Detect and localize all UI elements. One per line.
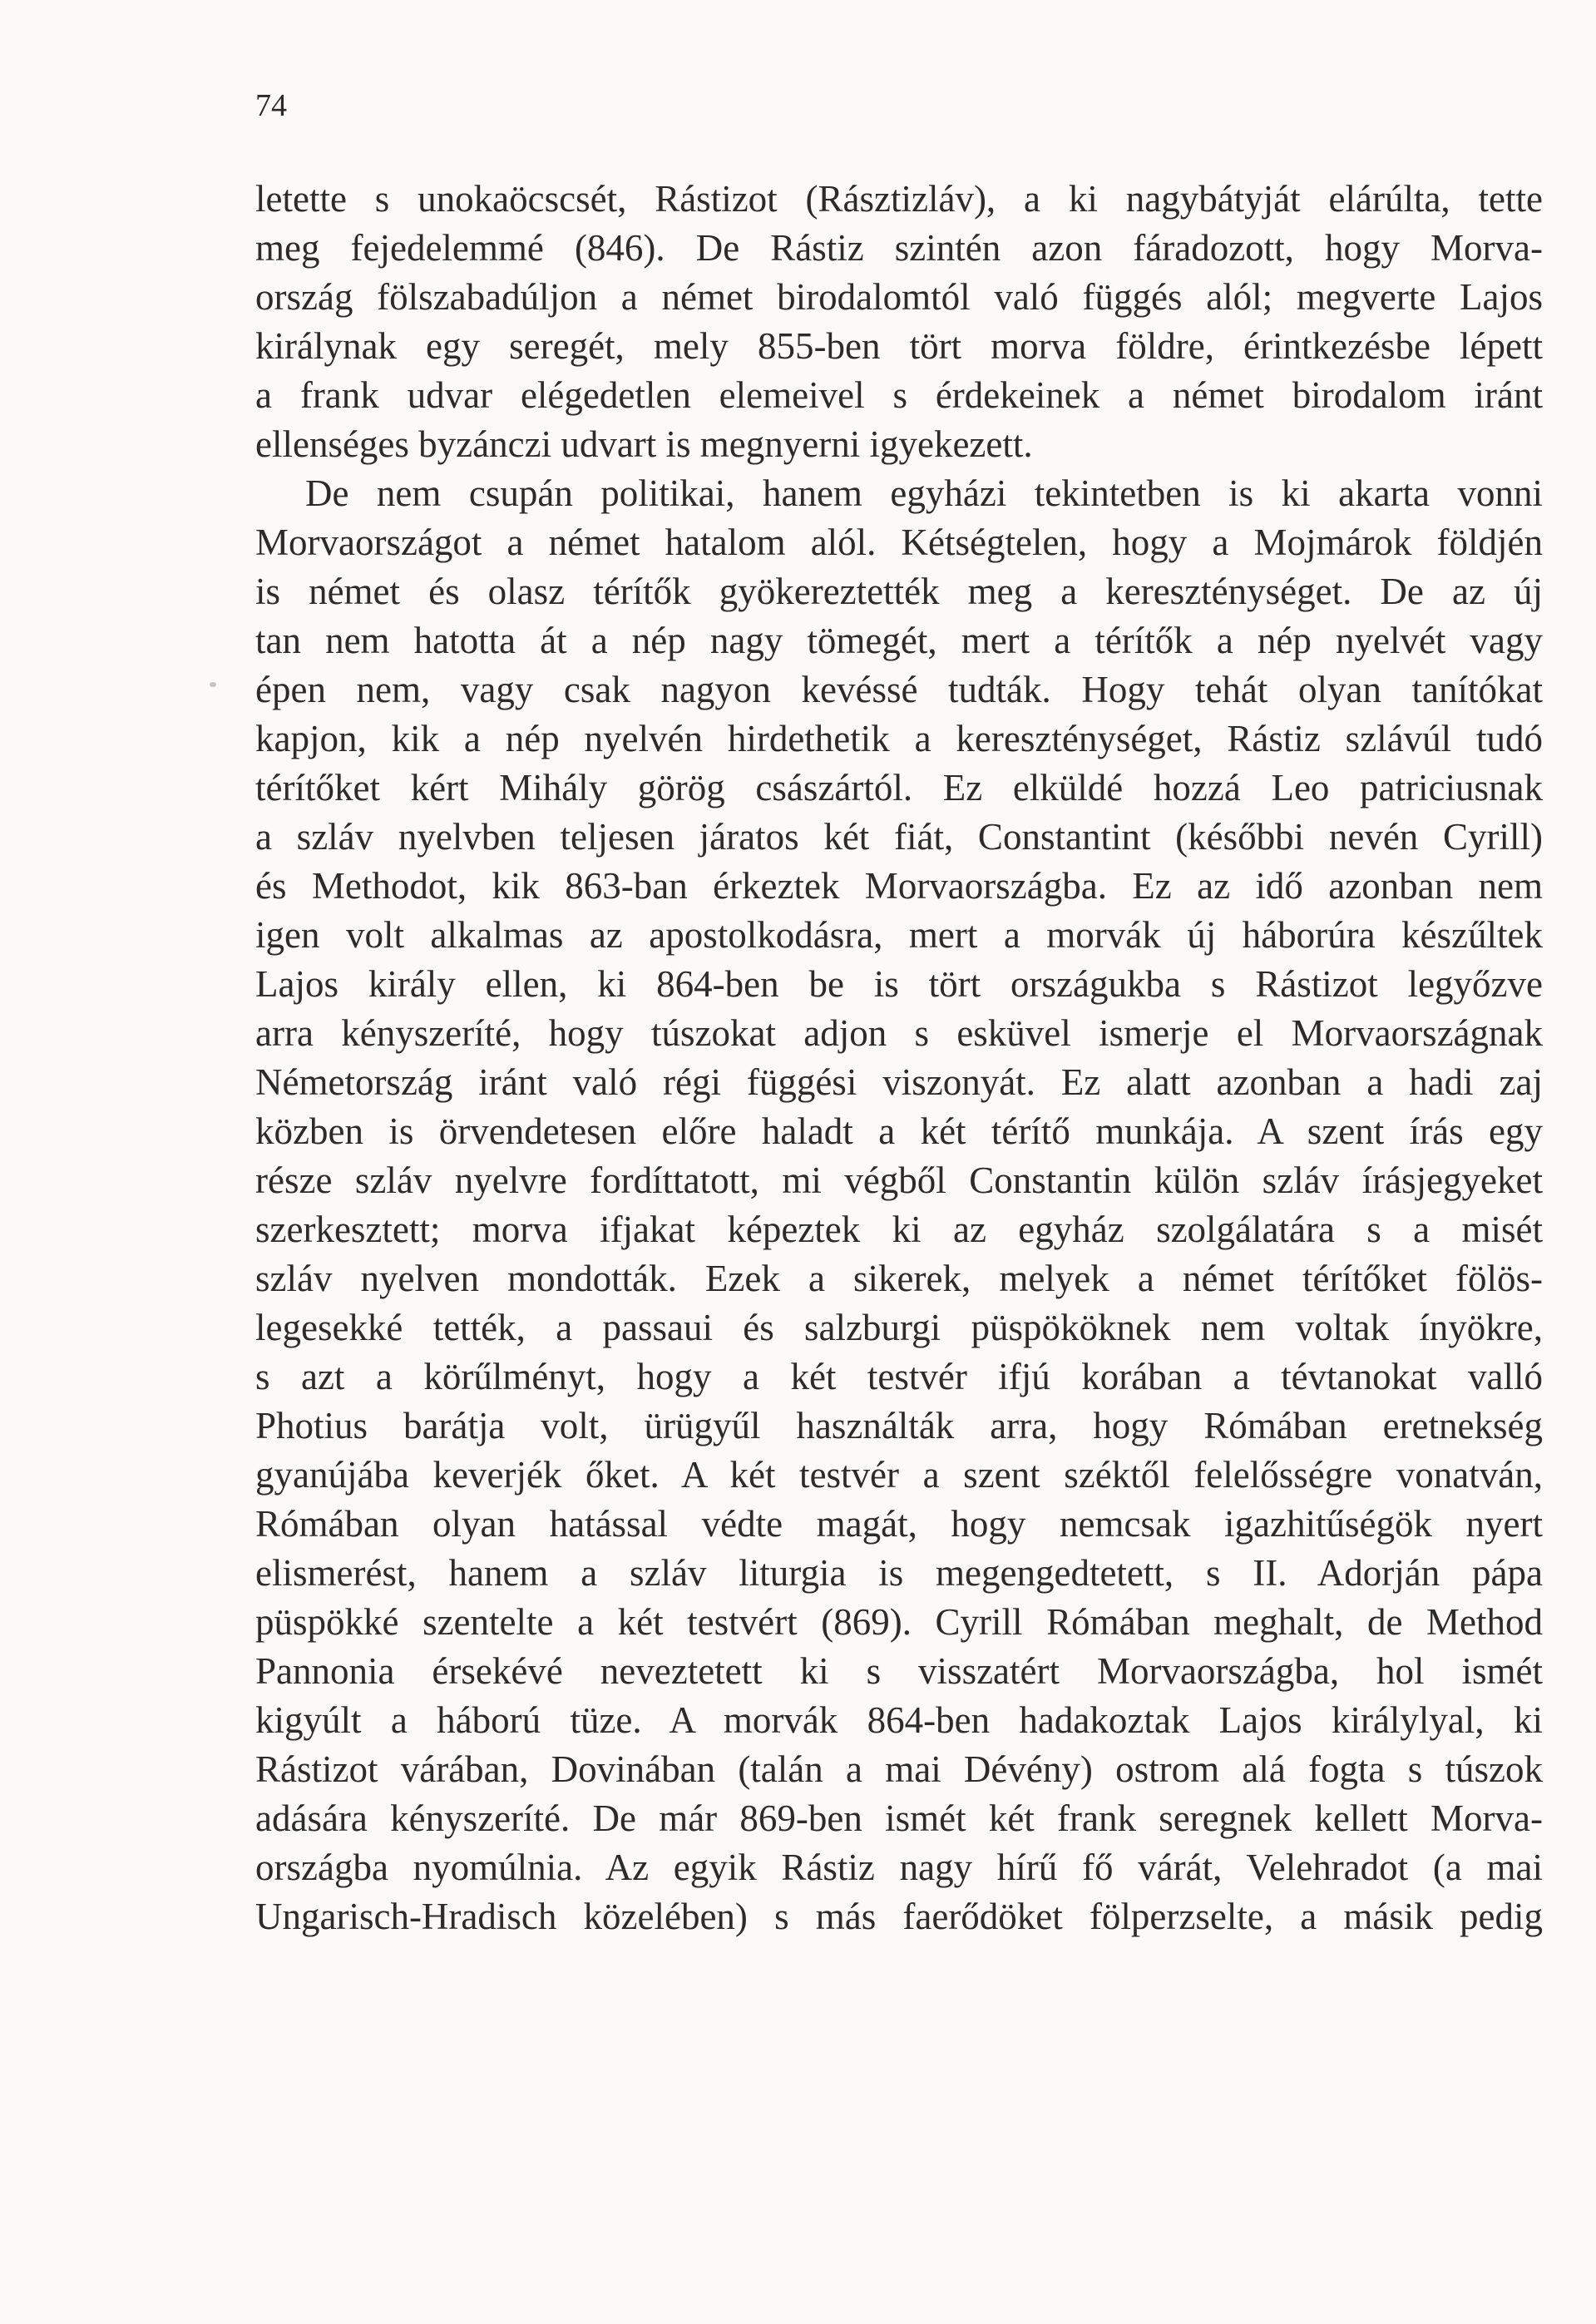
text-line: Lajos király ellen, ki 864-ben be is tört országukba s Rástizot legyőzve	[255, 963, 1543, 1005]
text-line: letette s unokaöcscsét, Rástizot (Rásztizláv), a ki nagybátyját elárúlta, tette	[255, 178, 1543, 220]
page-number: 74	[255, 88, 287, 123]
text-line: De nem csupán politikai, hanem egyházi tekintetben is ki akarta vonni	[305, 472, 1543, 514]
text-line: térítőket kért Mihály görög császártól. Ez elküldé hozzá Leo patriciusnak	[255, 767, 1543, 808]
text-line: országba nyomúlnia. Az egyik Rástiz nagy hírű fő várát, Velehradot (a mai	[255, 1847, 1543, 1888]
text-line: kapjon, kik a nép nyelvén hirdethetik a kereszténységet, Rástiz szlávúl tudó	[255, 718, 1543, 759]
text-line: arra kényszeríté, hogy túszokat adjon s esküvel ismerje el Morvaországnak	[255, 1012, 1543, 1054]
text-line: elismerést, hanem a szláv liturgia is megengedtetett, s II. Adorján pápa	[255, 1552, 1543, 1594]
text-line: része szláv nyelvre fordíttatott, mi végből Constantin külön szláv írásjegyeket	[255, 1160, 1543, 1201]
text-line: szerkesztett; morva ifjakat képeztek ki az egyház szolgálatára s a misét	[255, 1209, 1543, 1250]
text-line: igen volt alkalmas az apostolkodásra, mert a morvák új háborúra készűltek	[255, 914, 1543, 956]
text-line: Pannonia érsekévé neveztetett ki s visszatért Morvaországba, hol ismét	[255, 1650, 1543, 1692]
text-line: kigyúlt a háború tüze. A morvák 864-ben hadakoztak Lajos királylyal, ki	[255, 1699, 1543, 1741]
body-text	[255, 175, 1543, 1941]
text-line: Photius barátja volt, ürügyűl használták arra, hogy Rómában eretnekség	[255, 1405, 1543, 1446]
text-line: a szláv nyelvben teljesen járatos két fiát, Constantint (későbbi nevén Cyrill)	[255, 816, 1543, 858]
paragraph	[255, 469, 1543, 1941]
text-line: Ungarisch-Hradisch közelében) s más faerődöket fölperzselte, a másik pedig	[255, 1896, 1543, 1937]
text-line: szláv nyelven mondották. Ezek a sikerek, melyek a német térítőket fölös-	[255, 1258, 1543, 1299]
text-line: királynak egy seregét, mely 855-ben tört morva földre, érintkezésbe lépett	[255, 325, 1543, 367]
text-line: Morvaországot a német hatalom alól. Kétségtelen, hogy a Mojmárok földjén	[255, 522, 1543, 563]
paragraph	[255, 175, 1543, 469]
text-line: épen nem, vagy csak nagyon kevéssé tudták. Hogy tehát olyan tanítókat	[255, 669, 1543, 710]
text-line: Németország iránt való régi függési viszonyát. Ez alatt azonban a hadi zaj	[255, 1061, 1543, 1103]
text-line: a frank udvar elégedetlen elemeivel s érdekeinek a német birodalom iránt	[255, 374, 1543, 416]
text-line: legesekké tették, a passaui és salzburgi püspököknek nem voltak ínyökre,	[255, 1307, 1543, 1348]
paper-speck	[210, 682, 216, 687]
text-line: meg fejedelemmé (846). De Rástiz szintén azon fáradozott, hogy Morva-	[255, 227, 1543, 269]
text-line: ország fölszabadúljon a német birodalomtól való függés alól; megverte Lajos	[255, 276, 1543, 318]
text-line: és Methodot, kik 863-ban érkeztek Morvaországba. Ez az idő azonban nem	[255, 865, 1543, 907]
text-line: gyanújába keverjék őket. A két testvér a szent széktől felelősségre vonatván,	[255, 1454, 1543, 1496]
text-line: közben is örvendetesen előre haladt a két térítő munkája. A szent írás egy	[255, 1110, 1543, 1152]
text-line: Rómában olyan hatással védte magát, hogy nemcsak igazhitűségök nyert	[255, 1503, 1543, 1545]
text-line: tan nem hatotta át a nép nagy tömegét, mert a térítők a nép nyelvét vagy	[255, 620, 1543, 661]
text-line: püspökké szentelte a két testvért (869). Cyrill Rómában meghalt, de Method	[255, 1601, 1543, 1643]
text-line: is német és olasz térítők gyökereztették meg a kereszténységet. De az új	[255, 571, 1543, 612]
text-line: ellenséges byzánczi udvart is megnyerni igyekezett.	[255, 423, 1033, 465]
text-line: Rástizot várában, Dovinában (talán a mai Dévény) ostrom alá fogta s túszok	[255, 1748, 1543, 1790]
text-line: adására kényszeríté. De már 869-ben ismét két frank seregnek kellett Morva-	[255, 1797, 1543, 1839]
text-line: s azt a körűlményt, hogy a két testvér ifjú korában a tévtanokat valló	[255, 1356, 1543, 1397]
